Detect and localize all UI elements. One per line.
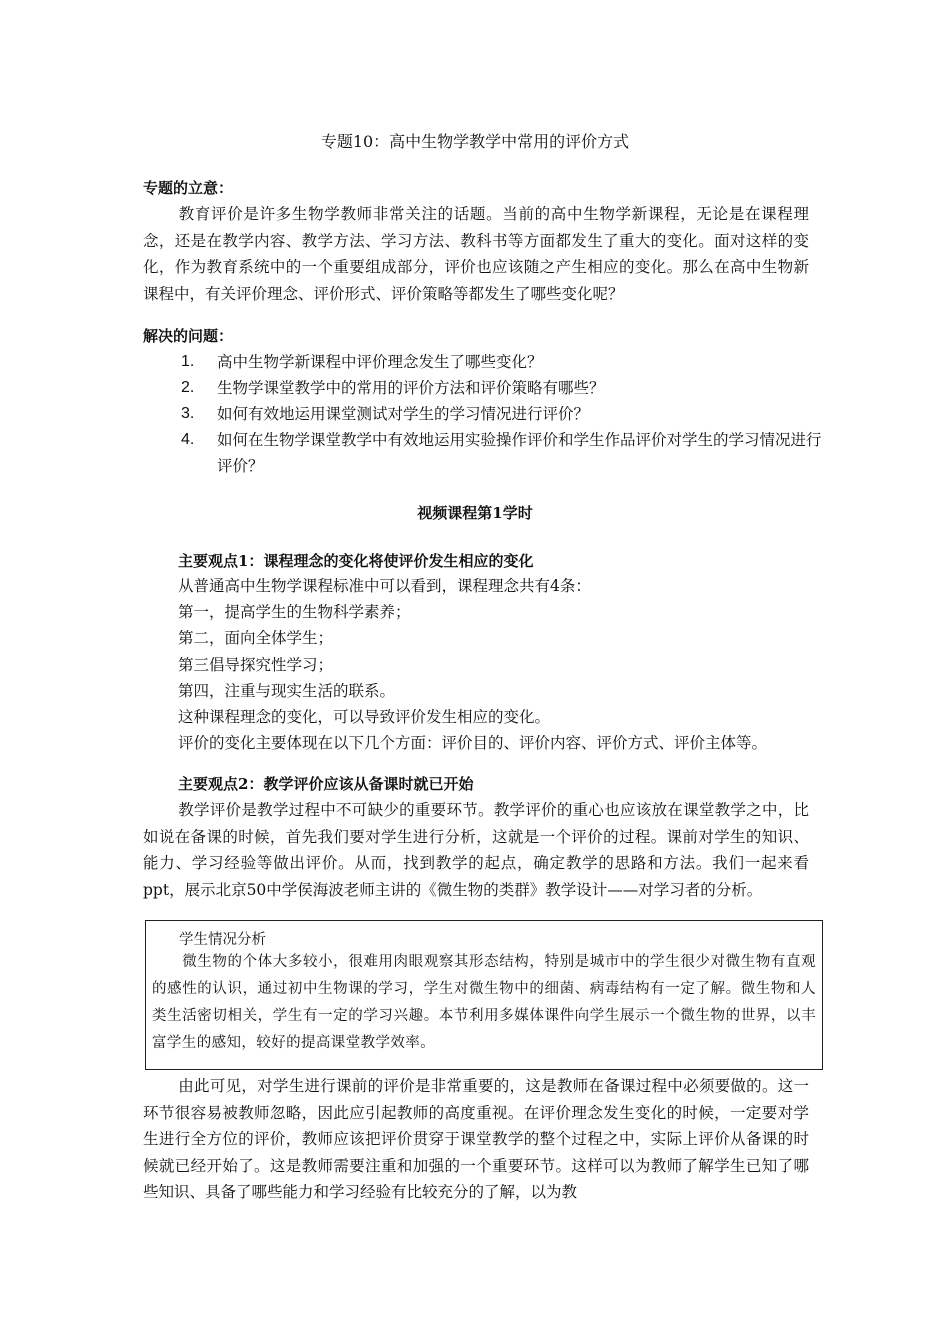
list-item: [143, 401, 823, 427]
key-point-2-text: 教学评价是教学过程中不可缺少的重要环节。教学评价的重心也应该放在课堂教学之中，比如说在备课的时候，首先我们要对学生进行分析，这就是一个评价的过程。课前对学生的知识、能力、学习经验等做出评价。从而，找到教学的起点，确定教学的思路和方法。我们一起来看ppt，展示北京50中学侯海波老师主讲的《微生物的类群》教学设计——对学习者的分析。: [143, 801, 809, 899]
list-item: 第四，注重与现实生活的联系。: [178, 681, 396, 700]
list-item: 评价的变化主要体现在以下几个方面：评价目的、评价内容、评价方式、评价主体等。: [178, 734, 768, 753]
list-item-text: 如何在生物学课堂教学中有效地运用实验操作评价和学生作品评价对学生的学习情况进行评价？: [217, 431, 822, 475]
intent-text: 教育评价是许多生物学教师非常关注的话题。当前的高中生物学新课程，无论是在课程理念，还是在教学内容、教学方法、学习方法、教科书等方面都发生了重大的变化。面对这样的变化，作为教育系统中的一个重要组成部分，评价也应该随之产生相应的变化。那么在高中生物新课程中，有关评价理念、评价形式、评价策略等都发生了哪些变化呢？: [143, 205, 809, 303]
list-item: [143, 427, 823, 479]
list-item-text: 高中生物学新课程中评价理念发生了哪些变化？: [217, 353, 543, 371]
list-item-text: 如何有效地运用课堂测试对学生的学习情况进行评价？: [217, 405, 590, 423]
key-point-2-title: 主要观点2：教学评价应该从备课时就已开始: [178, 775, 474, 793]
box-paragraph: [152, 949, 816, 1057]
list-number: 4.: [181, 431, 195, 448]
key-point-1-title: 主要观点1：课程理念的变化将使评价发生相应的变化: [178, 552, 534, 570]
document-title: 专题10：高中生物学教学中常用的评价方式: [320, 132, 630, 151]
problems-list: [143, 349, 823, 479]
list-number: 1.: [181, 353, 195, 370]
closing-paragraph: [143, 1073, 809, 1206]
list-number: 3.: [181, 405, 195, 422]
list-number: 2.: [181, 379, 195, 396]
intent-heading: 专题的立意：: [143, 179, 234, 197]
box-text: 微生物的个体大多较小，很难用肉眼观察其形态结构，特别是城市中的学生很少对微生物有直观的感性的认识，通过初中生物课的学习，学生对微生物中的细菌、病毒结构有一定了解。微生物和人类生活密切相关，学生有一定的学习兴趣。本节利用多媒体课件向学生展示一个微生物的世界，以丰富学生的感知，较好的提高课堂教学效率。: [152, 954, 816, 1051]
problems-heading: 解决的问题：: [143, 327, 234, 345]
list-item: 第一，提高学生的生物科学素养；: [178, 603, 411, 622]
list-item: 这种课程理念的变化，可以导致评价发生相应的变化。: [178, 708, 551, 727]
list-item: [143, 349, 823, 375]
student-analysis-box: [145, 920, 823, 1070]
box-title: 学生情况分析: [179, 932, 266, 948]
key-point-1-lines: [178, 573, 818, 756]
list-item: [143, 375, 823, 401]
list-item: 从普通高中生物学课程标准中可以看到，课程理念共有4条：: [178, 577, 591, 595]
list-item: 第三倡导探究性学习；: [178, 655, 334, 674]
section-title: 视频课程第1学时: [417, 504, 533, 522]
list-item-text: 生物学课堂教学中的常用的评价方法和评价策略有哪些？: [217, 379, 605, 397]
key-point-2-paragraph: [143, 797, 809, 903]
intent-paragraph: [143, 201, 809, 307]
closing-text: 由此可见，对学生进行课前的评价是非常重要的，这是教师在备课过程中必须要做的。这一环节很容易被教师忽略，因此应引起教师的高度重视。在评价理念发生变化的时候，一定要对学生进行全方位的评价，教师应该把评价贯穿于课堂教学的整个过程之中，实际上评价从备课的时候就已经开始了。这是教师需要注重和加强的一个重要环节。这样可以为教师了解学生已知了哪些知识、具备了哪些能力和学习经验有比较充分的了解，以为教: [143, 1077, 809, 1201]
list-item: 第二，面向全体学生；: [178, 629, 334, 648]
